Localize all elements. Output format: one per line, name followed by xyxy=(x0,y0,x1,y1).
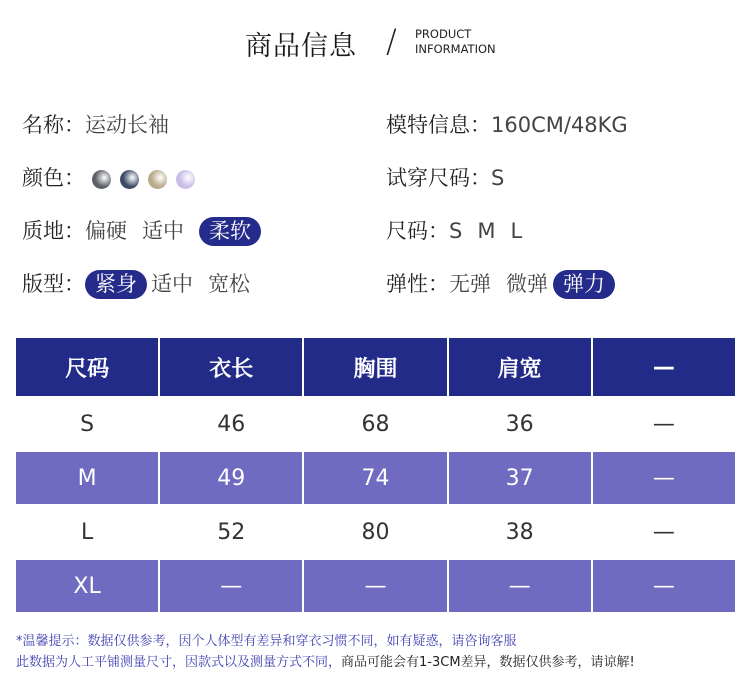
color-swatch-4 xyxy=(176,170,195,189)
note-line-2b: 商品可能会有1-3CM差异，数据仅供参考，请谅解! xyxy=(341,655,635,670)
table-row xyxy=(15,505,736,559)
color-swatch-2 xyxy=(120,170,139,189)
info-color xyxy=(22,163,204,193)
section-title-en xyxy=(415,27,496,57)
header-size: 尺码 xyxy=(15,338,159,397)
elasticity-option-stretch-selected: 弹力 xyxy=(553,270,615,299)
table-cell: 68 xyxy=(303,397,447,451)
table-cell: 37 xyxy=(448,451,592,505)
info-color-label: 颜色： xyxy=(22,166,85,190)
note-line-2a: 此数据为人工平铺测量尺寸，因款式以及测量方式不同， xyxy=(16,655,342,670)
section-header xyxy=(0,20,750,68)
table-cell: L xyxy=(15,505,159,559)
section-title-cn: 商品信息 xyxy=(245,31,357,62)
table-cell: XL xyxy=(15,559,159,613)
fit-option-loose: 宽松 xyxy=(208,272,250,296)
note-line-1: *温馨提示：数据仅供参考，因个人体型有差异和穿衣习惯不同，如有疑惑，请咨询客服 xyxy=(16,634,517,649)
header-chest: 胸围 xyxy=(303,338,447,397)
size-option-s: S xyxy=(449,219,463,243)
info-texture-label: 质地： xyxy=(22,219,85,243)
title-divider-slash: / xyxy=(386,22,397,60)
table-cell: 52 xyxy=(159,505,303,559)
table-cell: S xyxy=(15,397,159,451)
table-row xyxy=(15,559,736,613)
info-model xyxy=(386,110,628,140)
table-cell: — xyxy=(592,505,736,559)
color-swatches xyxy=(92,166,204,190)
info-texture xyxy=(22,216,261,246)
table-cell: — xyxy=(592,451,736,505)
title-en-line1: PRODUCT xyxy=(415,27,472,41)
table-cell: — xyxy=(448,559,592,613)
color-swatch-1 xyxy=(92,170,111,189)
fit-option-tight-selected: 紧身 xyxy=(85,270,147,299)
table-cell: — xyxy=(303,559,447,613)
table-cell: — xyxy=(159,559,303,613)
table-cell: 38 xyxy=(448,505,592,559)
table-cell: — xyxy=(592,397,736,451)
table-cell: 36 xyxy=(448,397,592,451)
info-fit-label: 版型： xyxy=(22,272,85,296)
header-shoulder: 肩宽 xyxy=(448,338,592,397)
title-en-line2: INFORMATION xyxy=(415,42,496,56)
header-length: 衣长 xyxy=(159,338,303,397)
info-trial-size-label: 试穿尺码： xyxy=(386,166,491,190)
header-blank: — xyxy=(592,338,736,397)
table-row xyxy=(15,397,736,451)
info-sizes-label: 尺码： xyxy=(386,219,449,243)
info-name-label: 名称： xyxy=(22,113,85,137)
info-fit xyxy=(22,269,250,299)
info-trial-size xyxy=(386,163,504,193)
size-option-m: M xyxy=(477,219,496,243)
info-name xyxy=(22,110,169,140)
table-cell: 49 xyxy=(159,451,303,505)
info-model-label: 模特信息： xyxy=(386,113,491,137)
size-table xyxy=(14,338,737,614)
size-table-header xyxy=(15,338,736,397)
table-row xyxy=(15,451,736,505)
table-cell: 80 xyxy=(303,505,447,559)
texture-option-medium: 适中 xyxy=(142,219,184,243)
info-elasticity-label: 弹性： xyxy=(386,272,449,296)
table-cell: 46 xyxy=(159,397,303,451)
info-sizes xyxy=(386,216,522,246)
table-cell: M xyxy=(15,451,159,505)
texture-option-soft-selected: 柔软 xyxy=(199,217,261,246)
note-line-2 xyxy=(16,651,635,670)
info-name-value: 运动长袖 xyxy=(85,113,169,137)
info-trial-size-value: S xyxy=(491,166,505,190)
table-cell: — xyxy=(592,559,736,613)
elasticity-option-none: 无弹 xyxy=(449,272,491,296)
info-model-value: 160CM/48KG xyxy=(491,113,628,137)
size-option-l: L xyxy=(510,219,523,243)
info-elasticity xyxy=(386,269,615,299)
color-swatch-3 xyxy=(148,170,167,189)
fit-option-regular: 适中 xyxy=(151,272,193,296)
elasticity-option-slight: 微弹 xyxy=(506,272,548,296)
texture-option-hard: 偏硬 xyxy=(85,219,127,243)
table-cell: 74 xyxy=(303,451,447,505)
